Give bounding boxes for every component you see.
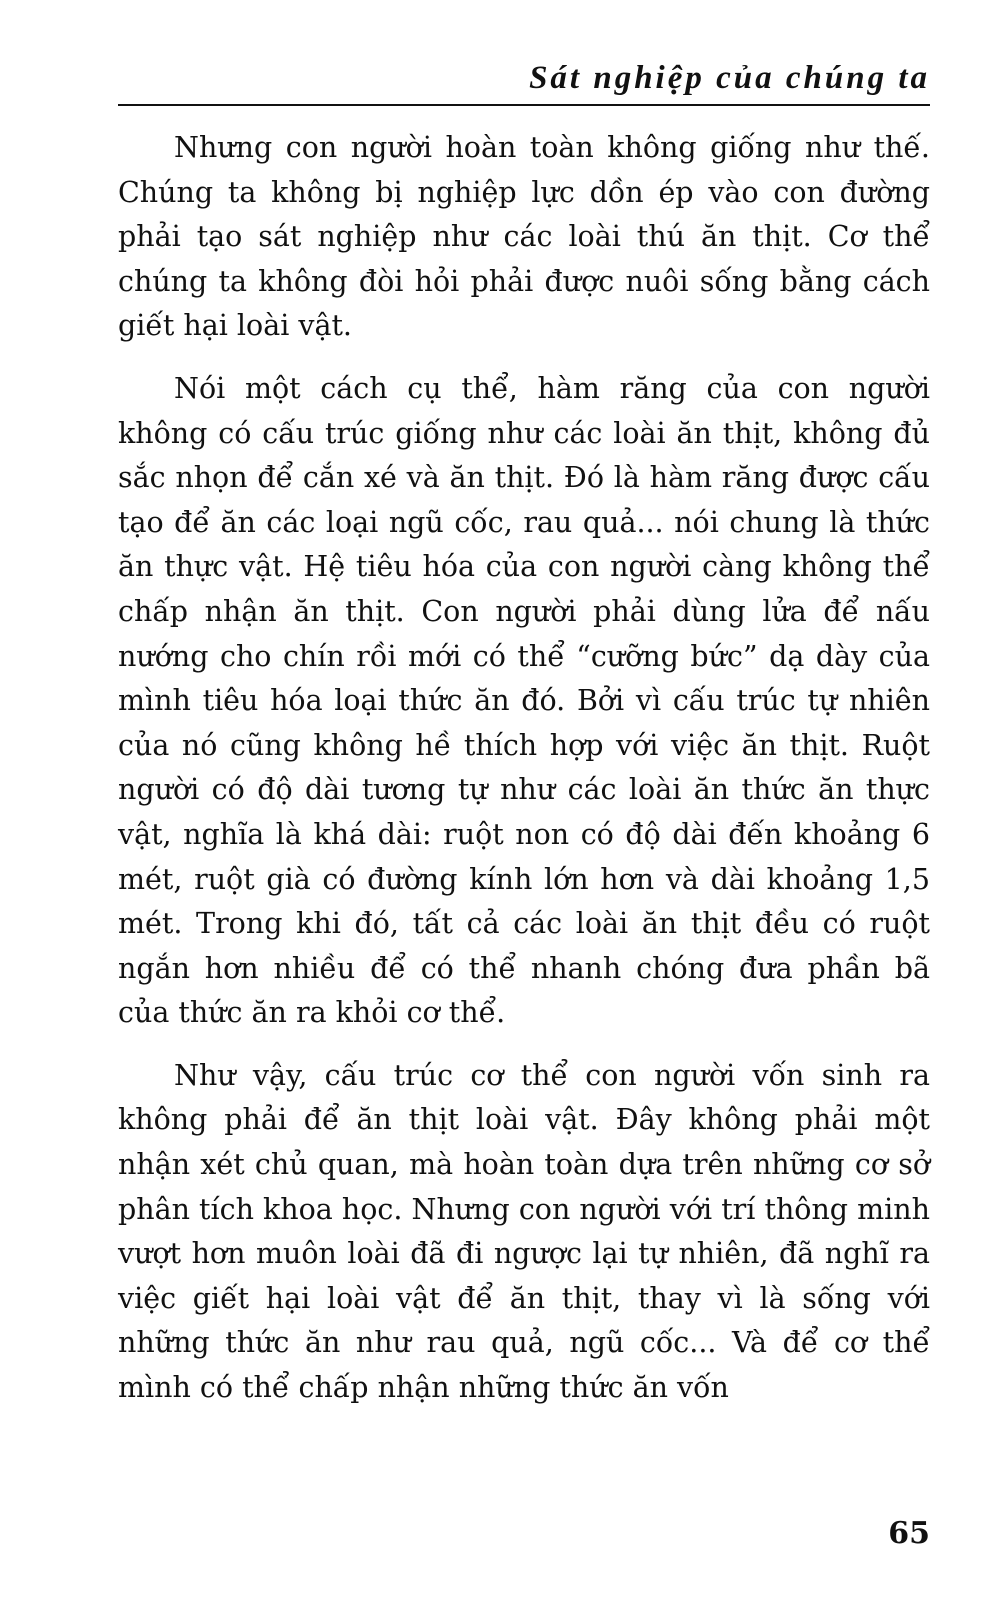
- paragraph-1: Nhưng con người hoàn toàn không giống như thế. Chúng ta không bị nghiệp lực dồn ép vào con đường phải tạo sát nghiệp như các loài thú ăn thịt. Cơ thể chúng ta không đòi hỏi phải được nuôi sống bằng cách giết hại loài vật.: [118, 131, 930, 343]
- running-header-title: Sát nghiệp của chúng ta: [529, 60, 930, 96]
- header-divider: [118, 104, 930, 106]
- paragraph-2: Nói một cách cụ thể, hàm răng của con người không có cấu trúc giống như các loài ăn thịt, không đủ sắc nhọn để cắn xé và ăn thịt. Đó là hàm răng được cấu tạo để ăn các loại ngũ cốc, rau quả... nói chung là thức ăn thực vật. Hệ tiêu hóa của con người càng không thể chấp nhận ăn thịt. Con người phải dùng lửa để nấu nướng cho chín rồi mới có thể “cưỡng bức” dạ dày của mình tiêu hóa loại thức ăn đó. Bởi vì cấu trúc tự nhiên của nó cũng không hề thích hợp với việc ăn thịt. Ruột người có độ dài tương tự như các loài ăn thức ăn thực vật, nghĩa là khá dài: ruột non có độ dài đến khoảng 6 mét, ruột già có đường kính lớn hơn và dài khoảng 1,5 mét. Trong khi đó, tất cả các loài ăn thịt đều có ruột ngắn hơn nhiều để có thể nhanh chóng đưa phần bã của thức ăn ra khỏi cơ thể.: [118, 371, 930, 1030]
- paragraph-3: Như vậy, cấu trúc cơ thể con người vốn sinh ra không phải để ăn thịt loài vật. Đây không phải một nhận xét chủ quan, mà hoàn toàn dựa trên những cơ sở phân tích khoa học. Nhưng con người với trí thông minh vượt hơn muôn loài đã đi ngược lại tự nhiên, đã nghĩ ra việc giết hại loài vật để ăn thịt, thay vì là sống với những thức ăn như rau quả, ngũ cốc... Và để cơ thể mình có thể chấp nhận những thức ăn vốn: [118, 1058, 930, 1405]
- page-number: 65: [888, 1516, 930, 1551]
- body-text: [118, 126, 930, 1429]
